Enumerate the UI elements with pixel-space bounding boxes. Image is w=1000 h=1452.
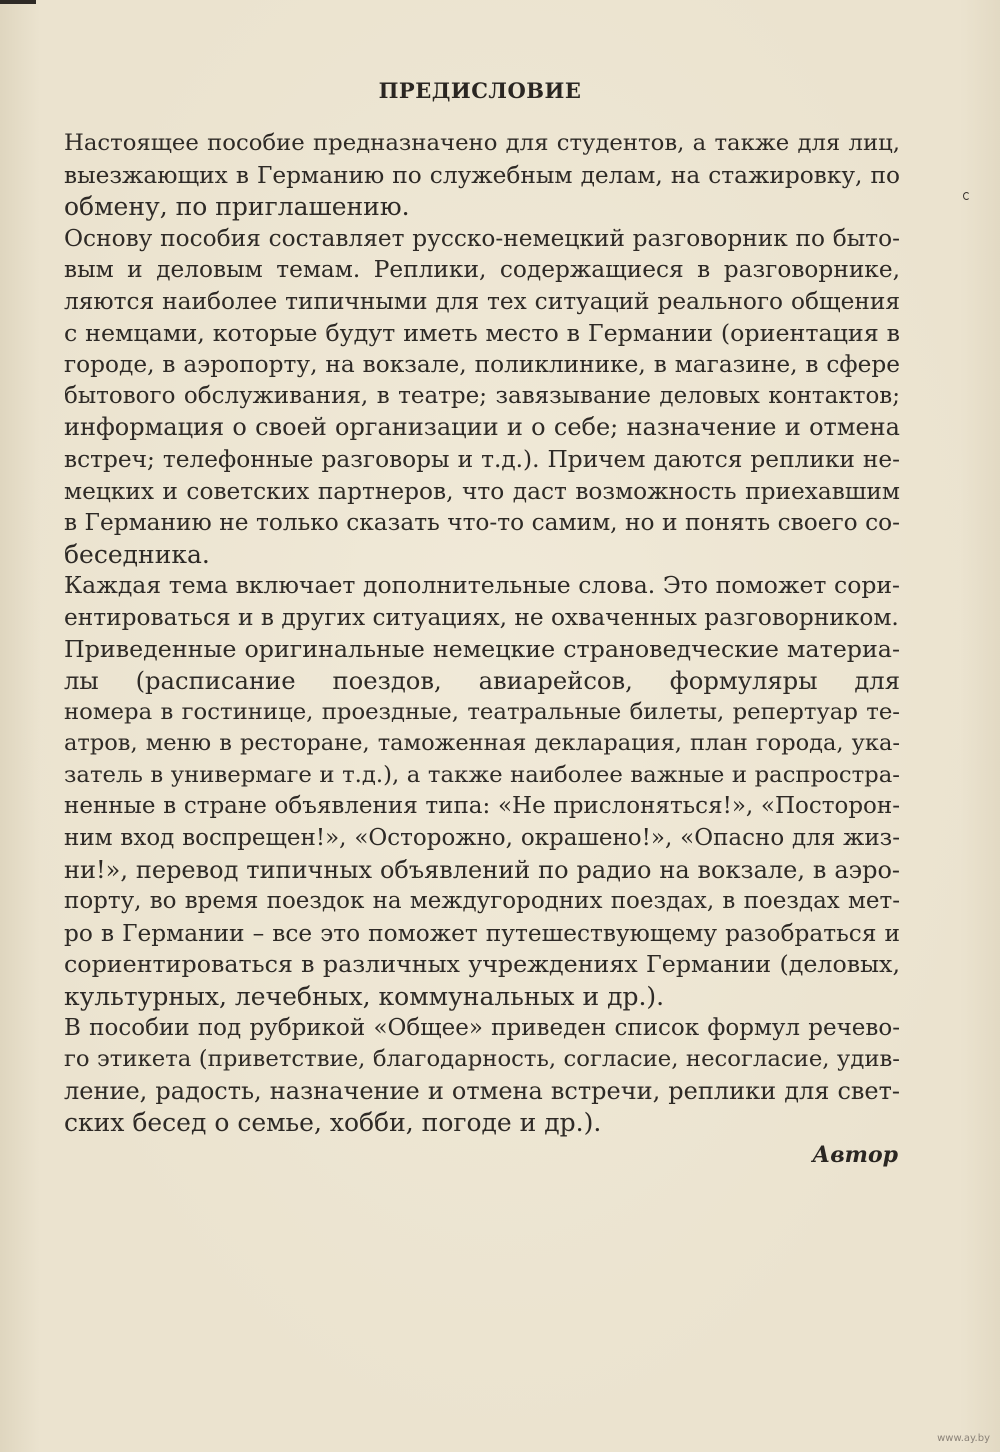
text-line: информация о своей организации и о себе; назначение и отмена (64, 413, 900, 442)
text-line: ни!», перевод типичных объявлений по радио на вокзале, в аэро- (64, 855, 900, 884)
text-line: ним вход воспрещен!», «Осторожно, окрашено!», «Опасно для жиз- (64, 825, 900, 852)
author-signature: Автор (812, 1142, 898, 1168)
text-line: В пособии под рубрикой «Общее» приведен список формул речево- (64, 1014, 900, 1041)
text-line: в Германию не только сказать что-то самим, но и понять своего со- (64, 509, 900, 537)
watermark-text: www.ay.by (937, 1433, 990, 1444)
text-line: бытового обслуживания, в театре; завязывание деловых контактов; (64, 382, 900, 409)
text-line: мецких и советских партнеров, что даст возможность приехавшим (64, 477, 900, 505)
text-line: Основу пособия составляет русско-немецкий разговорник по быто- (64, 224, 900, 252)
text-line: с немцами, которые будут иметь место в Германии (ориентация в (64, 318, 900, 347)
text-line: атров, меню в ресторане, таможенная декларация, план города, ука- (64, 730, 900, 757)
text-line: выезжающих в Германию по служебным делам, на стажировку, по (64, 161, 900, 189)
text-line: беседника. (64, 539, 210, 569)
text-line: сориентироваться в различных учреждениях Германии (деловых, (64, 950, 900, 979)
corner-mark (0, 0, 36, 4)
text-line: обмену, по приглашению. (64, 192, 410, 222)
text-line: Настоящее пособие предназначено для студентов, а также для лиц, (64, 130, 900, 156)
text-line: Приведенные оригинальные немецкие страноведческие материа- (64, 634, 900, 663)
text-line: встреч; телефонные разговоры и т.д.). Причем даются реплики не- (64, 445, 900, 473)
page-title: ПРЕДИСЛОВИЕ (378, 78, 582, 103)
text-line: ненные в стране объявления типа: «Не прислоняться!», «Посторон- (64, 793, 900, 820)
text-line: Каждая тема включает дополнительные слова. Это поможет сори- (64, 571, 900, 600)
text-line: номера в гостинице, проездные, театральные билеты, репертуар те- (64, 698, 900, 725)
text-line: го этикета (приветствие, благодарность, согласие, несогласие, удив- (64, 1046, 900, 1073)
preface-body (64, 128, 900, 1139)
text-line: ляются наиболее типичными для тех ситуаций реального общения (64, 287, 900, 315)
text-line: ро в Германии – все это поможет путешествующему разобраться и (64, 919, 900, 947)
text-line: затель в универмаге и т.д.), а также наиболее важные и распростра- (64, 761, 900, 788)
text-line: ление, радость, назначение и отмена встречи, реплики для свет- (64, 1076, 900, 1105)
print-speck (963, 192, 970, 200)
text-line: лы (расписание поездов, авиарейсов, формуляры для (64, 666, 900, 696)
text-line: вым и деловым темам. Реплики, содержащиеся в разговорнике, (64, 256, 900, 284)
text-line: городе, в аэропорту, на вокзале, поликлинике, в магазине, в сфере (64, 351, 900, 379)
text-line: ских бесед о семье, хобби, погоде и др.). (64, 1108, 602, 1138)
text-line: порту, во время поездок на междугородних поездах, в поездах мет- (64, 888, 900, 915)
text-line: ентироваться и в других ситуациях, не охваченных разговорником. (64, 603, 899, 631)
text-line: культурных, лечебных, коммунальных и др.). (64, 982, 665, 1012)
